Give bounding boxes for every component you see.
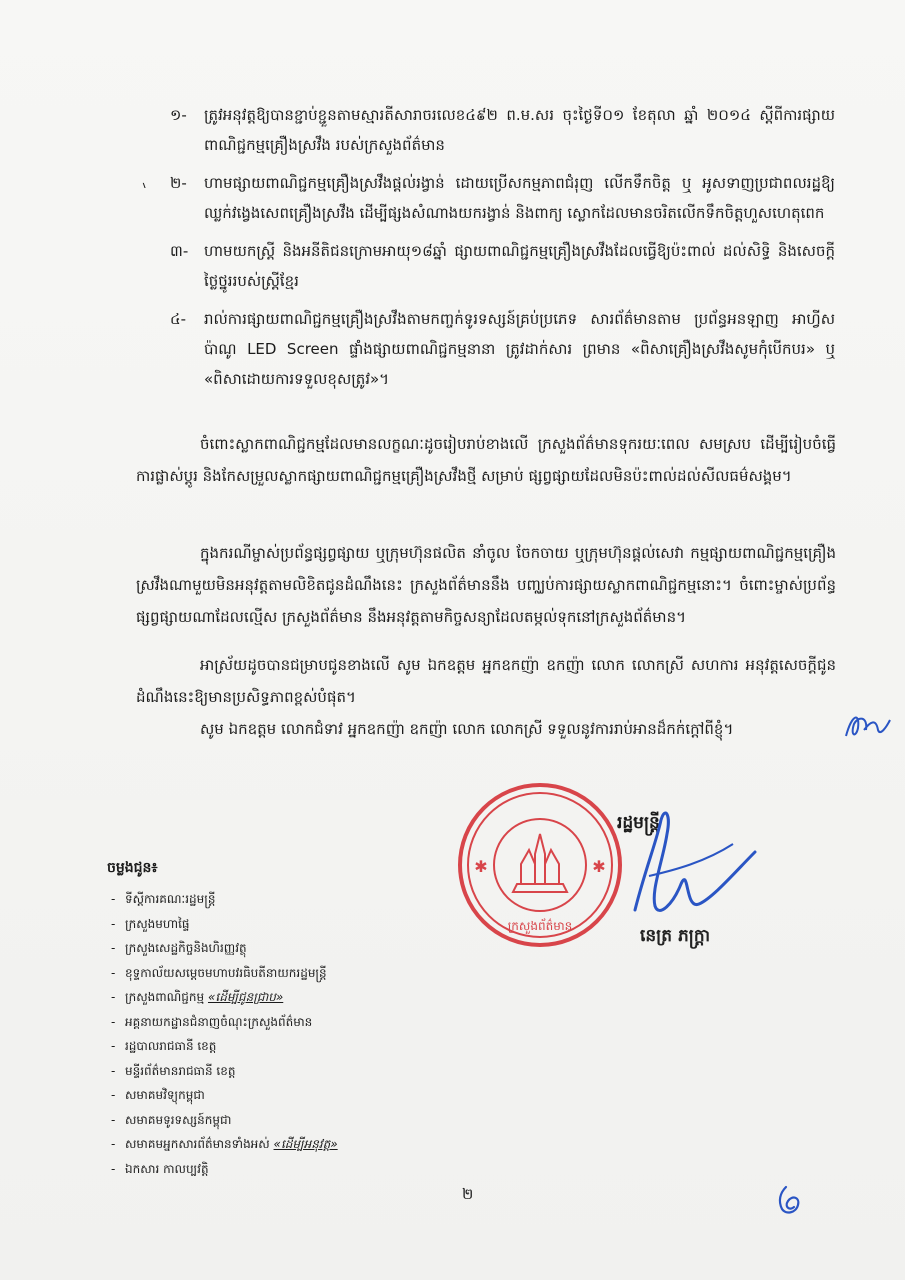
list-item	[142, 168, 835, 228]
carbon-copy-section	[107, 858, 427, 1181]
signatory-name: នេត្រ ភក្ត្រា	[640, 926, 711, 946]
cc-item: - ក្រសួងមហាផ្ទៃ	[107, 912, 427, 937]
closing-paragraph	[136, 713, 836, 745]
item-number: ៤-	[170, 310, 187, 328]
item-number: ២-	[170, 174, 187, 192]
paragraph-text: អាស្រ័យដូចបានជម្រាបជូនខាងលើ សូម ឯកឧត្តម អ្នកឧកញ៉ា ឧកញ៉ា លោក លោកស្រី សហការ អនុវត្តសេចក្តីជូនដំណឹងនេះឱ្យមានប្រសិទ្ធភាពខ្ពស់បំផុត។	[136, 656, 836, 706]
list-item	[170, 100, 835, 160]
svg-text:✱: ✱	[474, 857, 488, 876]
signatory-title: រដ្ឋមន្ត្រី	[617, 813, 660, 833]
item-text: ហាមយកស្ត្រី និងអនីតិជនក្រោមអាយុ១៨ឆ្នាំ ផ្សាយពាណិជ្ជកម្មគ្រឿងស្រវឹងដែលធ្វើឱ្យប៉ះពាល់ ដល់សិទ្ធិ និងសេចក្តីថ្លៃថ្នូររបស់ស្ត្រីខ្មែរ	[204, 242, 835, 290]
list-item	[170, 236, 835, 296]
body-paragraph	[136, 537, 836, 633]
ministry-seal-icon	[455, 780, 625, 950]
handwritten-signature-icon	[615, 800, 775, 940]
seal-text: ក្រសួងព័ត៌មាន	[507, 919, 573, 933]
initials-signature-icon	[842, 706, 894, 746]
cc-item: - មន្ទីរព័ត៌មានរាជធានី ខេត្ត	[107, 1059, 427, 1084]
svg-text:✱: ✱	[592, 857, 606, 876]
cc-item: - ខុទ្ទកាល័យសម្តេចមហាបវរធិបតីនាយករដ្ឋមន្ត្រី	[107, 961, 427, 986]
paragraph-text: សូម ឯកឧត្តម លោកជំទាវ អ្នកឧកញ៉ា ឧកញ៉ា លោក លោកស្រី ទទួលនូវការរាប់អានដ៏កក់ក្តៅពីខ្ញុំ។	[200, 720, 734, 738]
item-text: ហាមផ្សាយពាណិជ្ជកម្មគ្រឿងស្រវឹងផ្តល់រង្វាន់ ដោយប្រើសកម្មភាពជំរុញ លើកទឹកចិត្ត ឬ អូសទាញប្រជាពលរដ្ឋឱ្យឈ្លក់វង្វេងសេពគ្រឿងស្រវឹង ដើម្បីផ្សងសំណាងយករង្វាន់ និងពាក្យ ស្លោកដែលមានចរិតលើកទឹកចិត្តហួសហេតុពេក	[204, 174, 835, 222]
page-number: ២	[462, 1185, 474, 1203]
cc-item: - សមាគមទូរទស្សន៍កម្ពុជា	[107, 1108, 427, 1133]
item-text: ត្រូវអនុវត្តឱ្យបានខ្ជាប់ខ្ជួនតាមស្មារតីសារាចរលេខ៤៩២ ព.ម.សរ ចុះថ្ងៃទី០១ ខែតុលា ឆ្នាំ ២០១៤ ស្តីពីការផ្សាយពាណិជ្ជកម្មគ្រឿងស្រវឹង របស់ក្រសួងព័ត៌មាន	[204, 106, 835, 154]
cc-title: ចម្លងជូន៖	[107, 860, 158, 876]
cc-item: - ឯកសារ កាលប្បវត្តិ	[107, 1157, 427, 1182]
cc-item: - ក្រសួងពាណិជ្ជកម្ម «ដើម្បីជូនជ្រាប»	[107, 985, 427, 1010]
paragraph-text: ក្នុងករណីម្ចាស់ប្រព័ន្ធផ្សព្វផ្សាយ ឬក្រុមហ៊ុនផលិត នាំចូល ចែកចាយ ឬក្រុមហ៊ុនផ្តល់សេវា កម្មផ្សាយពាណិជ្ជកម្មគ្រឿងស្រវឹងណាមួយមិនអនុវត្តតាមលិខិតជូនដំណឹងនេះ ក្រសួងព័ត៌មាននឹង បញ្ឈប់ការផ្សាយស្លាកពាណិជ្ជកម្មនោះ។ ចំពោះម្ចាស់ប្រព័ន្ធផ្សព្វផ្សាយណាដែលល្មើស ក្រសួងព័ត៌មាន នឹងអនុវត្តតាមកិច្ចសន្យាដែលតម្កល់ទុកនៅក្រសួងព័ត៌មាន។	[136, 544, 836, 626]
cc-item: - រដ្ឋបាលរាជធានី ខេត្ត	[107, 1034, 427, 1059]
cc-item: - ទីស្តីការគណៈរដ្ឋមន្ត្រី	[107, 887, 427, 912]
body-paragraph	[136, 428, 836, 492]
handwritten-page-mark-icon	[772, 1183, 806, 1217]
numbered-items	[142, 100, 835, 402]
margin-mark: ៶	[142, 174, 147, 192]
cc-item: - សមាគមអ្នកសារព័ត៌មានទាំងអស់ «ដើម្បីអនុវត្ត»	[107, 1132, 427, 1157]
cc-item: - អគ្គនាយកដ្ឋានជំនាញចំណុះក្រសួងព័ត៌មាន	[107, 1010, 427, 1035]
item-text: រាល់ការផ្សាយពាណិជ្ជកម្មគ្រឿងស្រវឹងតាមកញ្ចក់ទូរទស្សន៍គ្រប់ប្រភេទ សារព័ត៌មានតាម ប្រព័ន្ធអនឡាញ អាហ្វីស ប៉ាណូ LED Screen ផ្ទាំងផ្សាយពាណិជ្ជកម្មនានា ត្រូវដាក់សារ ព្រមាន «ពិសាគ្រឿងស្រវឹងសូមកុំបើកបរ» ឬ «ពិសាដោយការទទួលខុសត្រូវ»។	[204, 310, 835, 388]
item-number: ៣-	[170, 242, 189, 260]
item-number: ១-	[170, 106, 187, 124]
cc-item: - សមាគមវិទ្យុកម្ពុជា	[107, 1083, 427, 1108]
body-paragraph	[136, 649, 836, 713]
cc-item: - ក្រសួងសេដ្ឋកិច្ចនិងហិរញ្ញវត្ថុ	[107, 936, 427, 961]
list-item	[170, 304, 835, 394]
cc-list	[107, 887, 427, 1181]
paragraph-text: ចំពោះស្លាកពាណិជ្ជកម្មដែលមានលក្ខណៈដូចរៀបរាប់ខាងលើ ក្រសួងព័ត៌មានទុករយៈពេល សមស្រប ដើម្បីរៀបចំធ្វើការផ្លាស់ប្តូរ និងកែសម្រួលស្លាកផ្សាយពាណិជ្ជកម្មគ្រឿងស្រវឹងថ្មី សម្រាប់ ផ្សព្វផ្សាយដែលមិនប៉ះពាល់ដល់សីលធម៌សង្គម។	[136, 435, 836, 485]
